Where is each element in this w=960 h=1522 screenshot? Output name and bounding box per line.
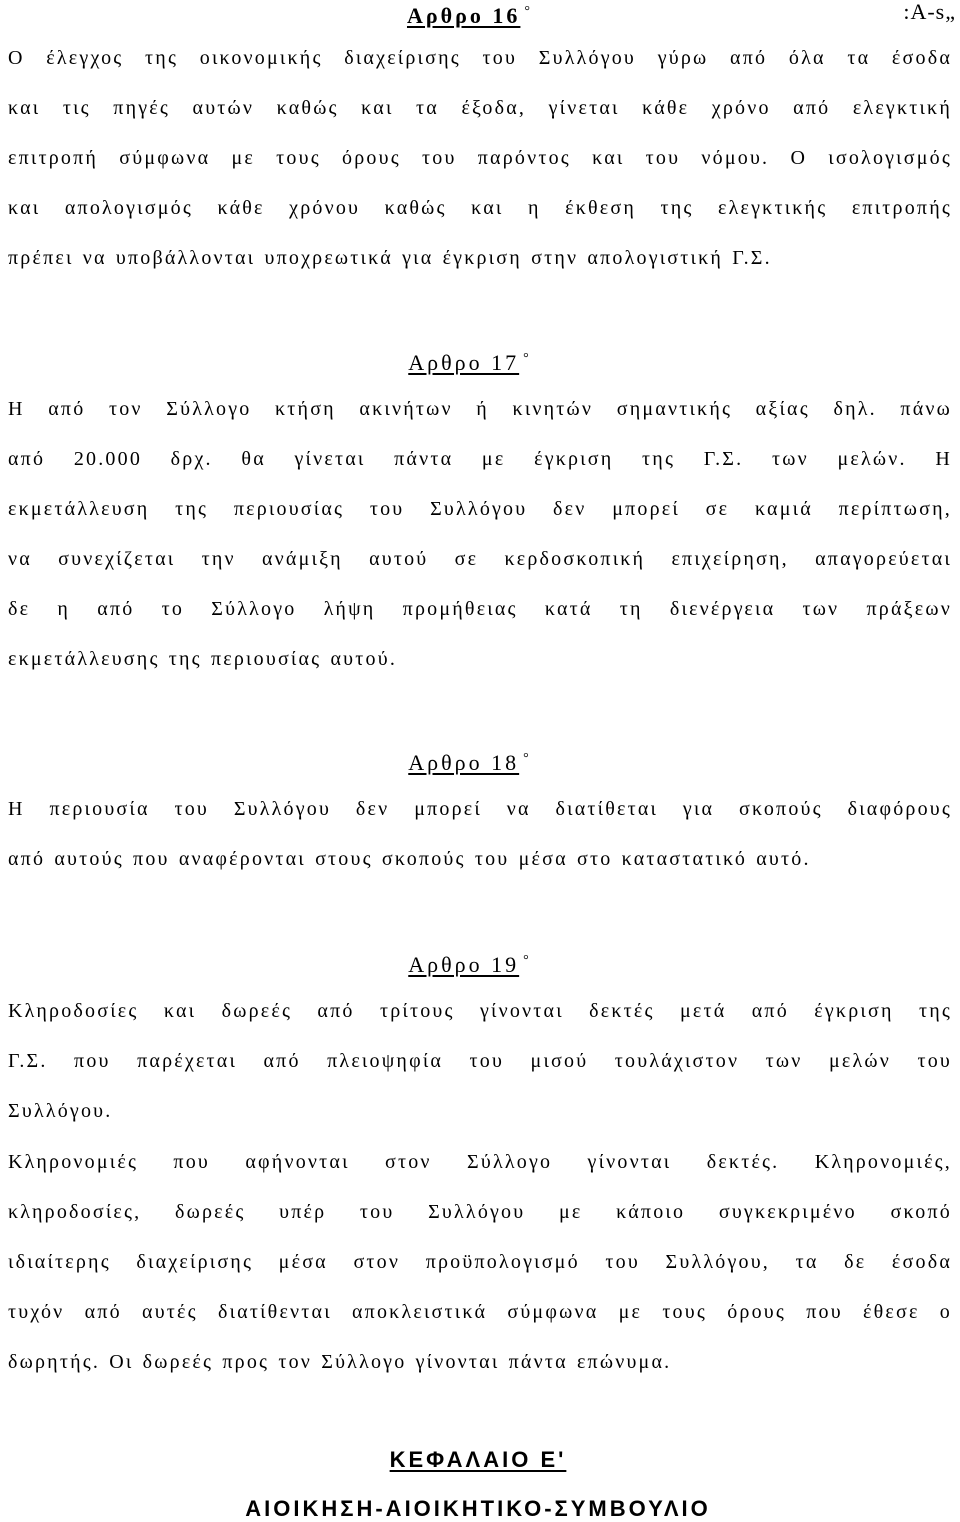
degree-mark: ° — [523, 953, 532, 968]
article-16-line: και τις πηγές αυτών καθώς και τα έξοδα, γίνεται κάθε χρόνο από ελεγκτική — [8, 97, 952, 119]
article-17-line: εκμετάλλευση της περιουσίας του Συλλόγου δεν μπορεί σε καμιά περίπτωση, — [8, 498, 952, 520]
article-19-line: ιδιαίτερης διαχείρισης μέσα στον προϋπολογισμό του Συλλόγου, τα δε έσοδα — [8, 1251, 952, 1273]
article-19-line: κληροδοσίες, δωρεές υπέρ του Συλλόγου με κάποιο συγκεκριμένο σκοπό — [8, 1201, 952, 1223]
article-16-title: Αρθρο 16 — [406, 3, 521, 28]
article-19-title: Αρθρο 19 — [408, 952, 520, 977]
article-17-line: εκμετάλλευσης της περιουσίας αυτού. — [8, 648, 398, 670]
article-19-heading — [0, 949, 940, 977]
article-17-line: δε η από το Σύλλογο λήψη προμήθειας κατά τη διενέργεια των πράξεων — [8, 598, 952, 620]
article-18-line: από αυτούς που αναφέρονται στους σκοπούς του μέσα στο καταστατικό αυτό. — [8, 848, 811, 870]
article-16-line: και απολογισμός κάθε χρόνου καθώς και η έκθεση της ελεγκτικής επιτροπής — [8, 197, 952, 219]
article-17-title: Αρθρο 17 — [408, 350, 520, 375]
article-19-line: Γ.Σ. που παρέχεται από πλειοψηφία του μισού τουλάχιστον των μελών του — [8, 1050, 952, 1072]
page-corner-mark: :A-s„ — [903, 0, 956, 24]
article-17-line: από 20.000 δρχ. θα γίνεται πάντα με έγκριση της Γ.Σ. των μελών. Η — [8, 448, 952, 470]
chapter-title: ΚΕΦΑΛΑΙΟ Ε' — [389, 1447, 567, 1472]
article-17-line: Η από τον Σύλλογο κτήση ακινήτων ή κινητών σημαντικής αξίας δηλ. πάνω — [8, 398, 952, 420]
article-18-title: Αρθρο 18 — [408, 750, 520, 775]
article-19-line: Κληροδοσίες και δωρεές από τρίτους γίνονται δεκτές μετά από έγκριση της — [8, 1000, 952, 1022]
article-16-line: επιτροπή σύμφωνα με τους όρους του παρόντος και του νόμου. Ο ισολογισμός — [8, 147, 952, 169]
article-19-line: Κληρονομιές που αφήνονται στον Σύλλογο γίνονται δεκτές. Κληρονομιές, — [8, 1151, 952, 1173]
degree-mark: ° — [523, 751, 532, 766]
article-19-line: δωρητής. Οι δωρεές προς τον Σύλλογο γίνονται πάντα επώνυμα. — [8, 1351, 672, 1373]
article-18-line: Η περιουσία του Συλλόγου δεν μπορεί να διατίθεται για σκοπούς διαφόρους — [8, 798, 952, 820]
article-17-line: να συνεχίζεται την ανάμιξη αυτού σε κερδοσκοπική επιχείρηση, απαγορεύεται — [8, 548, 952, 570]
article-17-heading — [0, 347, 940, 375]
degree-mark: ° — [524, 4, 534, 19]
article-18-heading — [0, 747, 940, 775]
article-19-line: τυχόν από αυτές διατίθενται αποκλειστικά σύμφωνα με τους όρους που έθεσε ο — [8, 1301, 952, 1323]
chapter-heading — [0, 1447, 956, 1473]
article-16-line: πρέπει να υποβάλλονται υποχρεωτικά για έγκριση στην απολογιστική Γ.Σ. — [8, 247, 772, 269]
degree-mark: ° — [523, 351, 532, 366]
article-16-line: Ο έλεγχος της οικονομικής διαχείρισης του Συλλόγου γύρω από όλα τα έσοδα — [8, 47, 952, 69]
chapter-subtitle: ΑΙΟΙΚΗΣΗ-ΑΙΟΙΚΗΤΙΚΟ-ΣΥΜΒΟΥΛΙΟ — [245, 1496, 711, 1521]
article-16-heading — [0, 0, 940, 28]
article-19-line: Συλλόγου. — [8, 1100, 113, 1122]
